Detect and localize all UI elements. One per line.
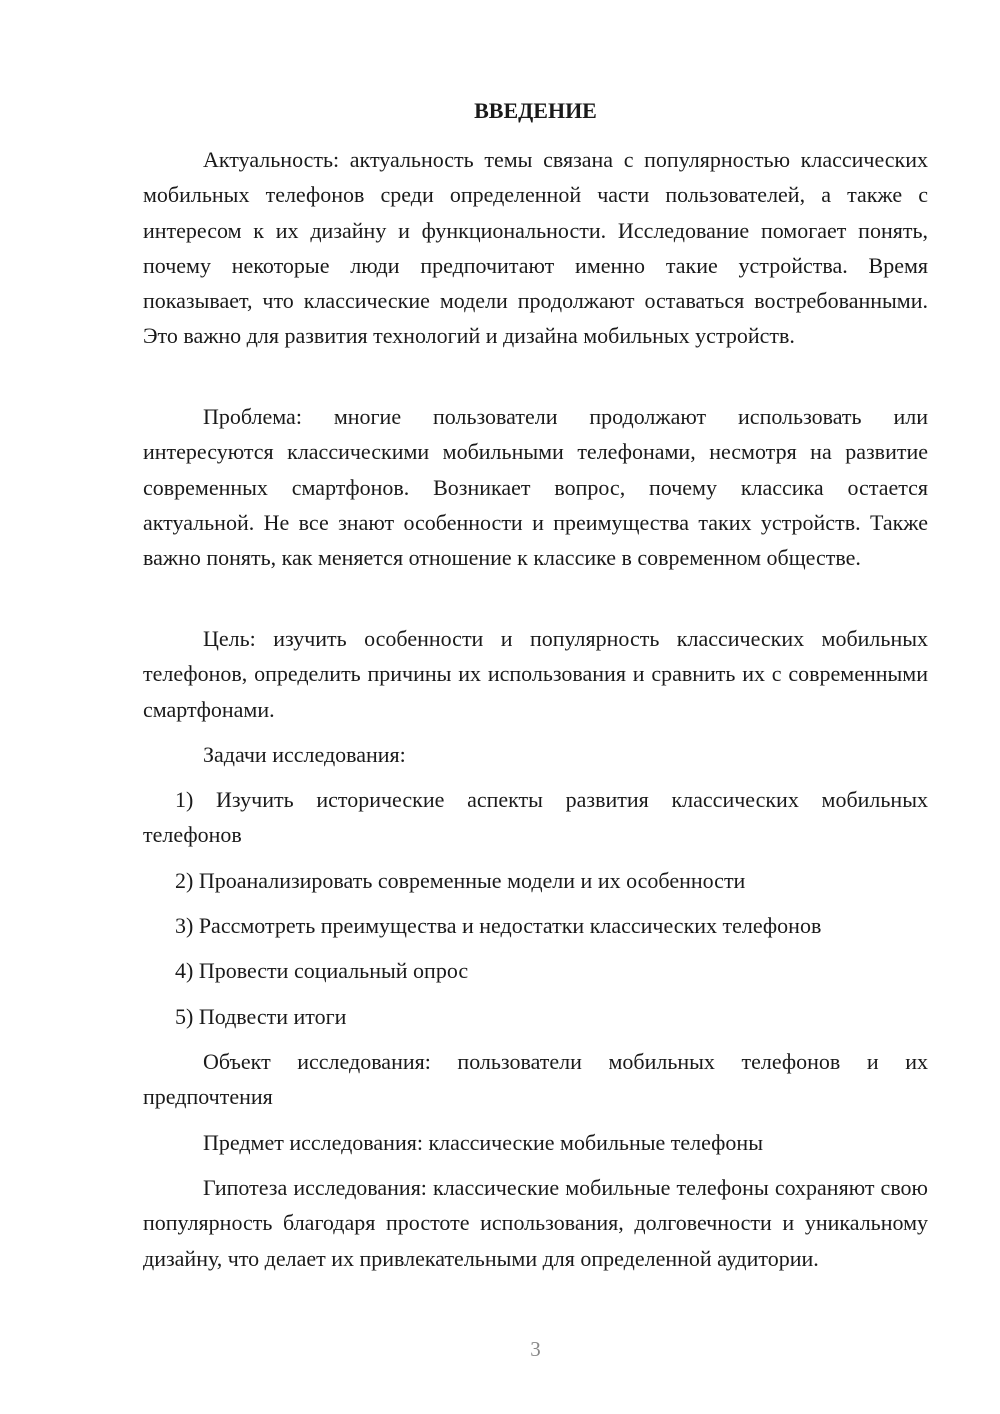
tasks-heading: Задачи исследования: <box>203 742 406 767</box>
paragraph-problem: Проблема: многие пользователи продолжают использовать или интересуются классическими мобильными телефонами, несмотря на развитие современных смартфонов. Возникает вопрос, почему классика остается актуальной. Не все знают особенности и преимущества таких устройств. Также важно понять, как меняется отношение к классике в современном обществе. <box>143 404 928 571</box>
paragraph-subject: Предмет исследования: классические мобильные телефоны <box>203 1130 763 1155</box>
task-item-2: 2) Проанализировать современные модели и их особенности <box>175 868 746 893</box>
task-item-5: 5) Подвести итоги <box>175 1004 347 1029</box>
paragraph-goal: Цель: изучить особенности и популярность классических мобильных телефонов, определить причины их использования и сравнить их с современными смартфонами. <box>143 626 928 722</box>
task-item-1: 1) Изучить исторические аспекты развития классических мобильных телефонов <box>143 787 928 848</box>
page-number: 3 <box>530 1337 541 1361</box>
paragraph-object: Объект исследования: пользователи мобильных телефонов и их предпочтения <box>143 1049 928 1110</box>
paragraph-hypothesis: Гипотеза исследования: классические мобильные телефоны сохраняют свою популярность благодаря простоте использования, долговечности и уникальному дизайну, что делает их привлекательными для определенной аудитории. <box>143 1175 928 1271</box>
page-title: ВВЕДЕНИЕ <box>474 98 597 123</box>
task-item-4: 4) Провести социальный опрос <box>175 958 469 983</box>
task-item-3: 3) Рассмотреть преимущества и недостатки классических телефонов <box>175 913 822 938</box>
paragraph-relevance: Актуальность: актуальность темы связана с популярностью классических мобильных телефонов среди определенной части пользователей, а также с интересом к их дизайну и функциональности. Исследование помогает понять, почему некоторые люди предпочитают именно такие устройства. Время показывает, что классические модели продолжают оставаться востребованными. Это важно для развития технологий и дизайна мобильных устройств. <box>143 147 928 349</box>
